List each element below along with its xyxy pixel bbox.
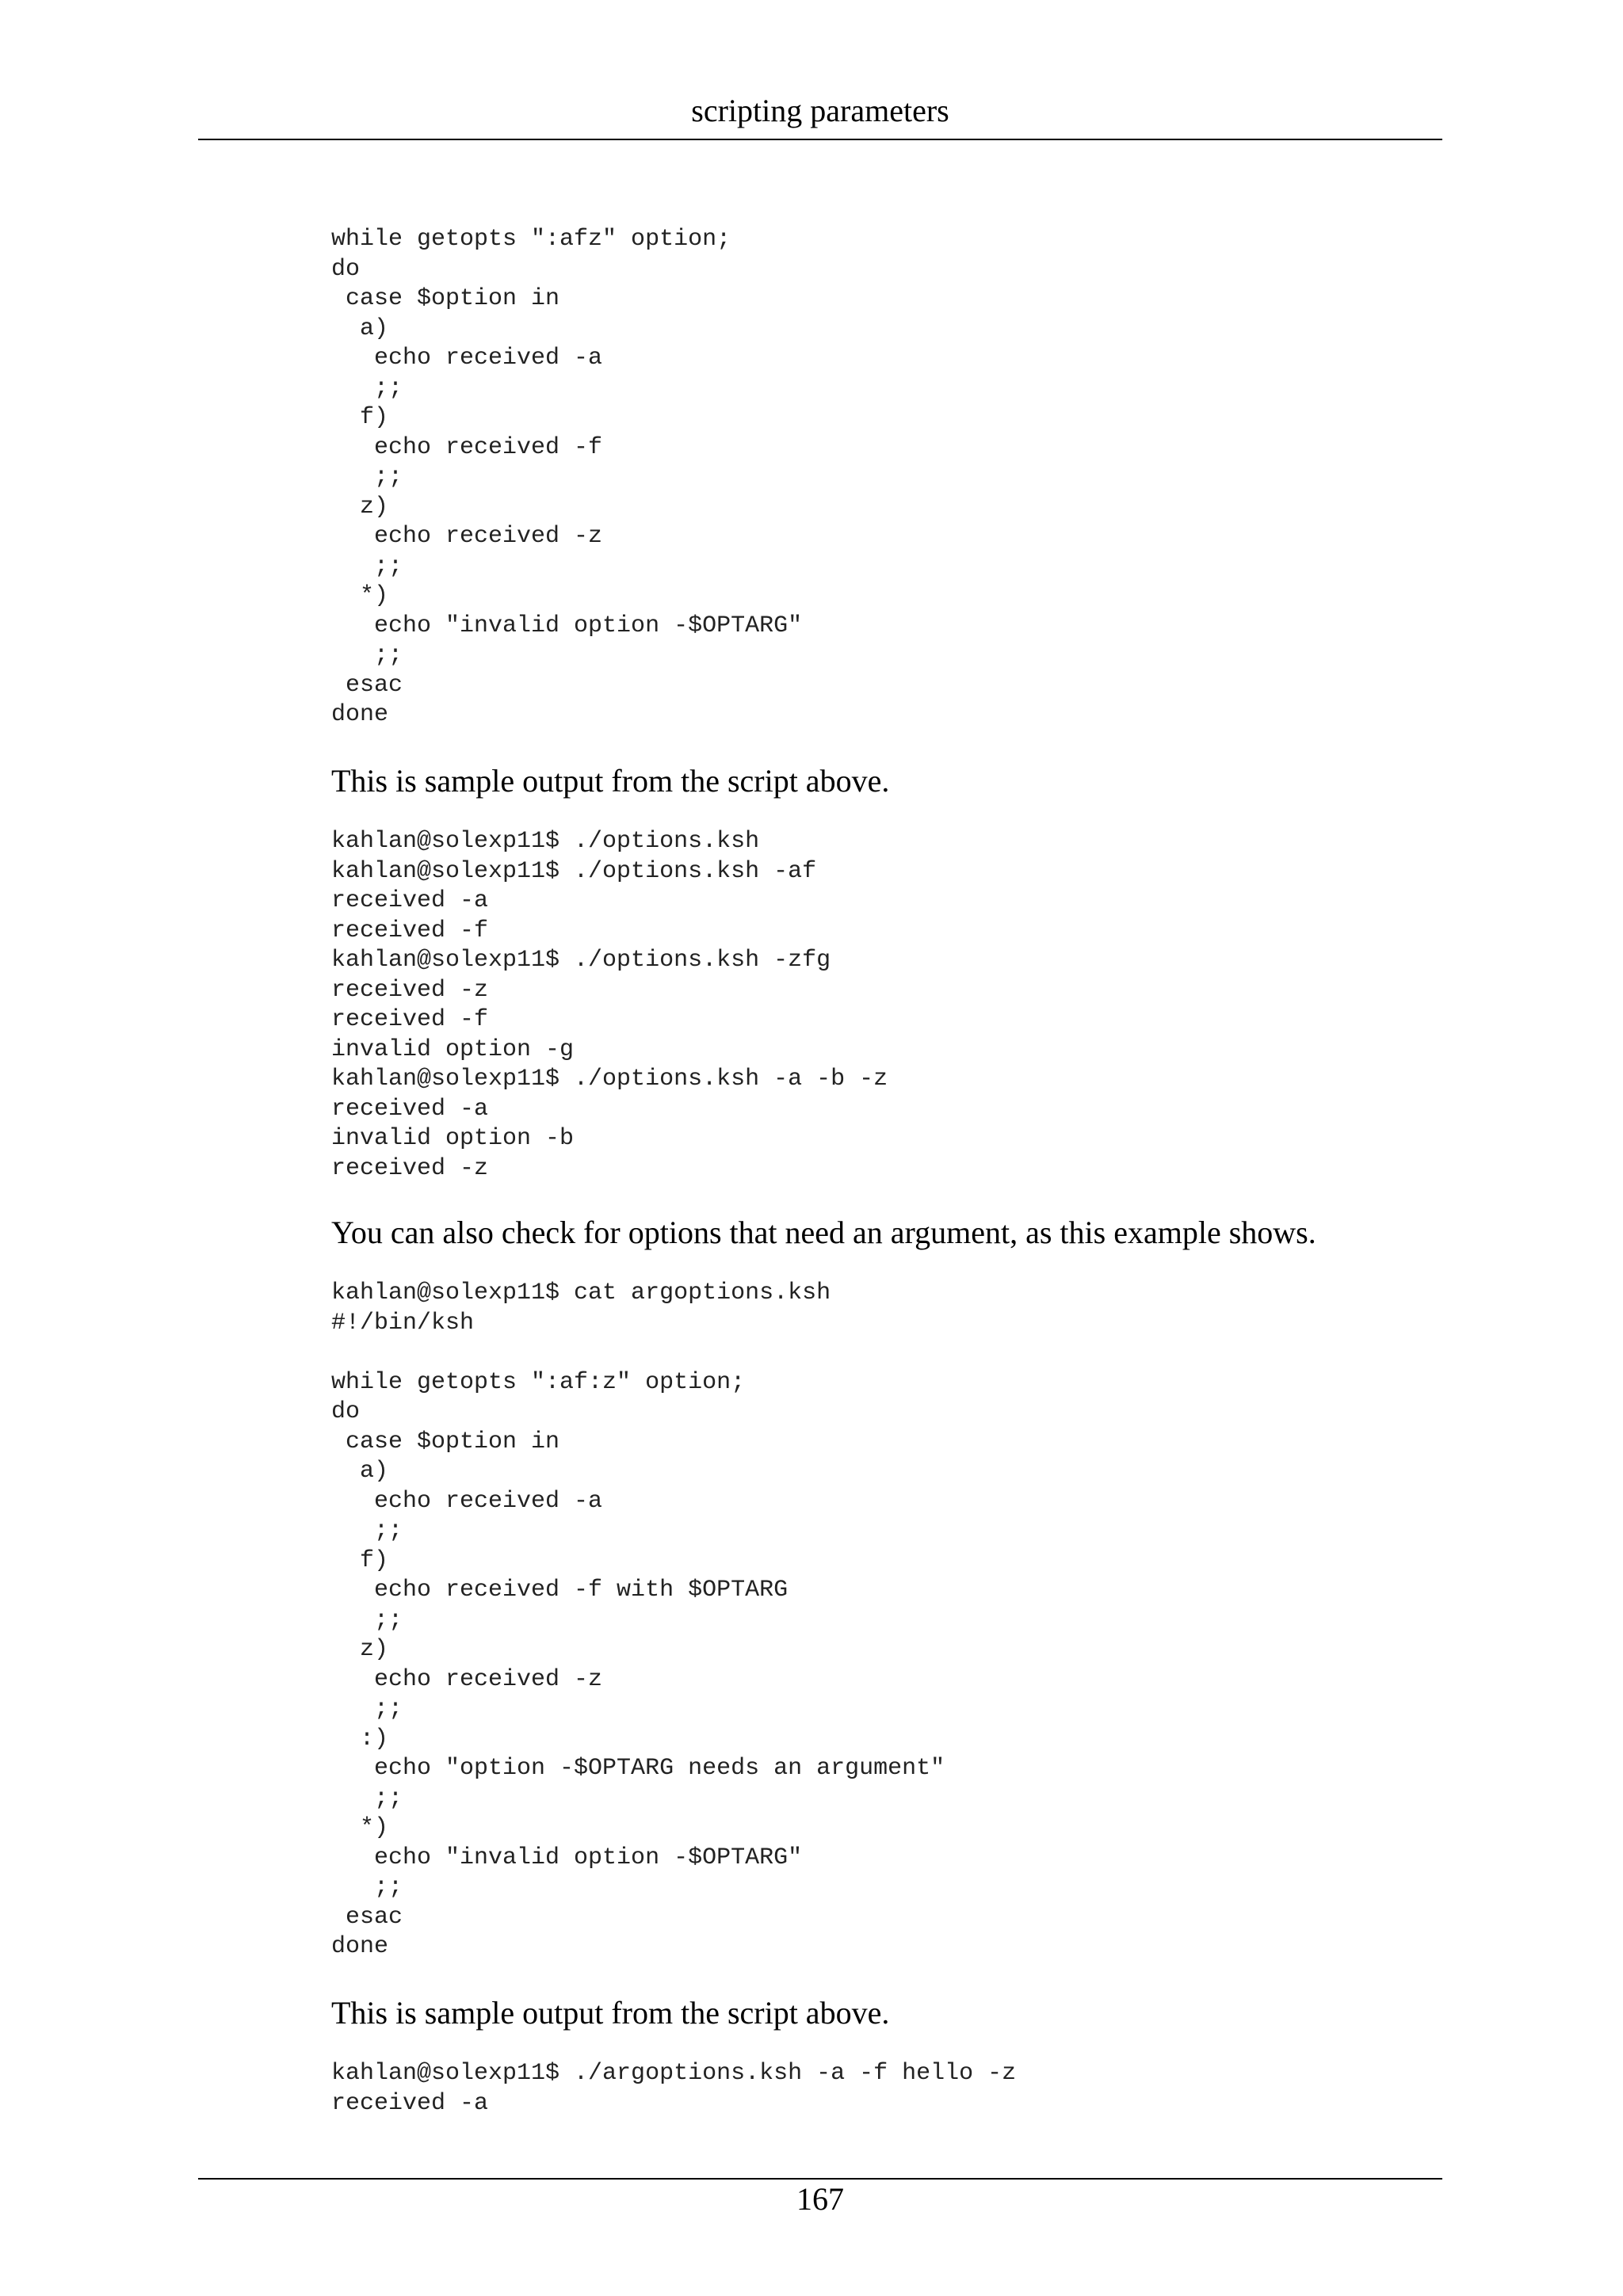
code-block-argoptions-output: kahlan@solexp11$ ./argoptions.ksh -a -f hello -z received -a: [331, 2060, 1017, 2117]
paragraph-sample-output-intro: This is sample output from the script above.: [331, 763, 890, 799]
running-header: scripting parameters: [691, 93, 949, 128]
paragraph-sample-output-intro-2: This is sample output from the script above.: [331, 1995, 890, 2031]
header-rule: [198, 139, 1442, 140]
code-block-options-output: kahlan@solexp11$ ./options.ksh kahlan@solexp11$ ./options.ksh -af received -a received -f kahlan@solexp11$ ./options.ksh -zfg received -z received -f invalid option -g kahlan@solexp11$ ./options.ksh -a -b -z received -a invalid option -b received -z: [331, 828, 888, 1182]
page-number: 167: [796, 2181, 844, 2217]
code-block-argoptions-script: kahlan@solexp11$ cat argoptions.ksh #!/bin/ksh while getopts ":af:z" option; do case $option in a) echo received -a ;; f) echo received -f with $OPTARG ;; z) echo received -z ;; :) echo "option -$OPTARG needs an argument" ;; *) echo "invalid option -$OPTARG" ;; esac done: [331, 1280, 945, 1960]
paragraph-argument-options-intro: You can also check for options that need an argument, as this example shows.: [331, 1215, 1316, 1250]
code-block-getopts-script: while getopts ":afz" option; do case $option in a) echo received -a ;; f) echo received -f ;; z) echo received -z ;; *) echo "invalid option -$OPTARG" ;; esac done: [331, 226, 803, 728]
